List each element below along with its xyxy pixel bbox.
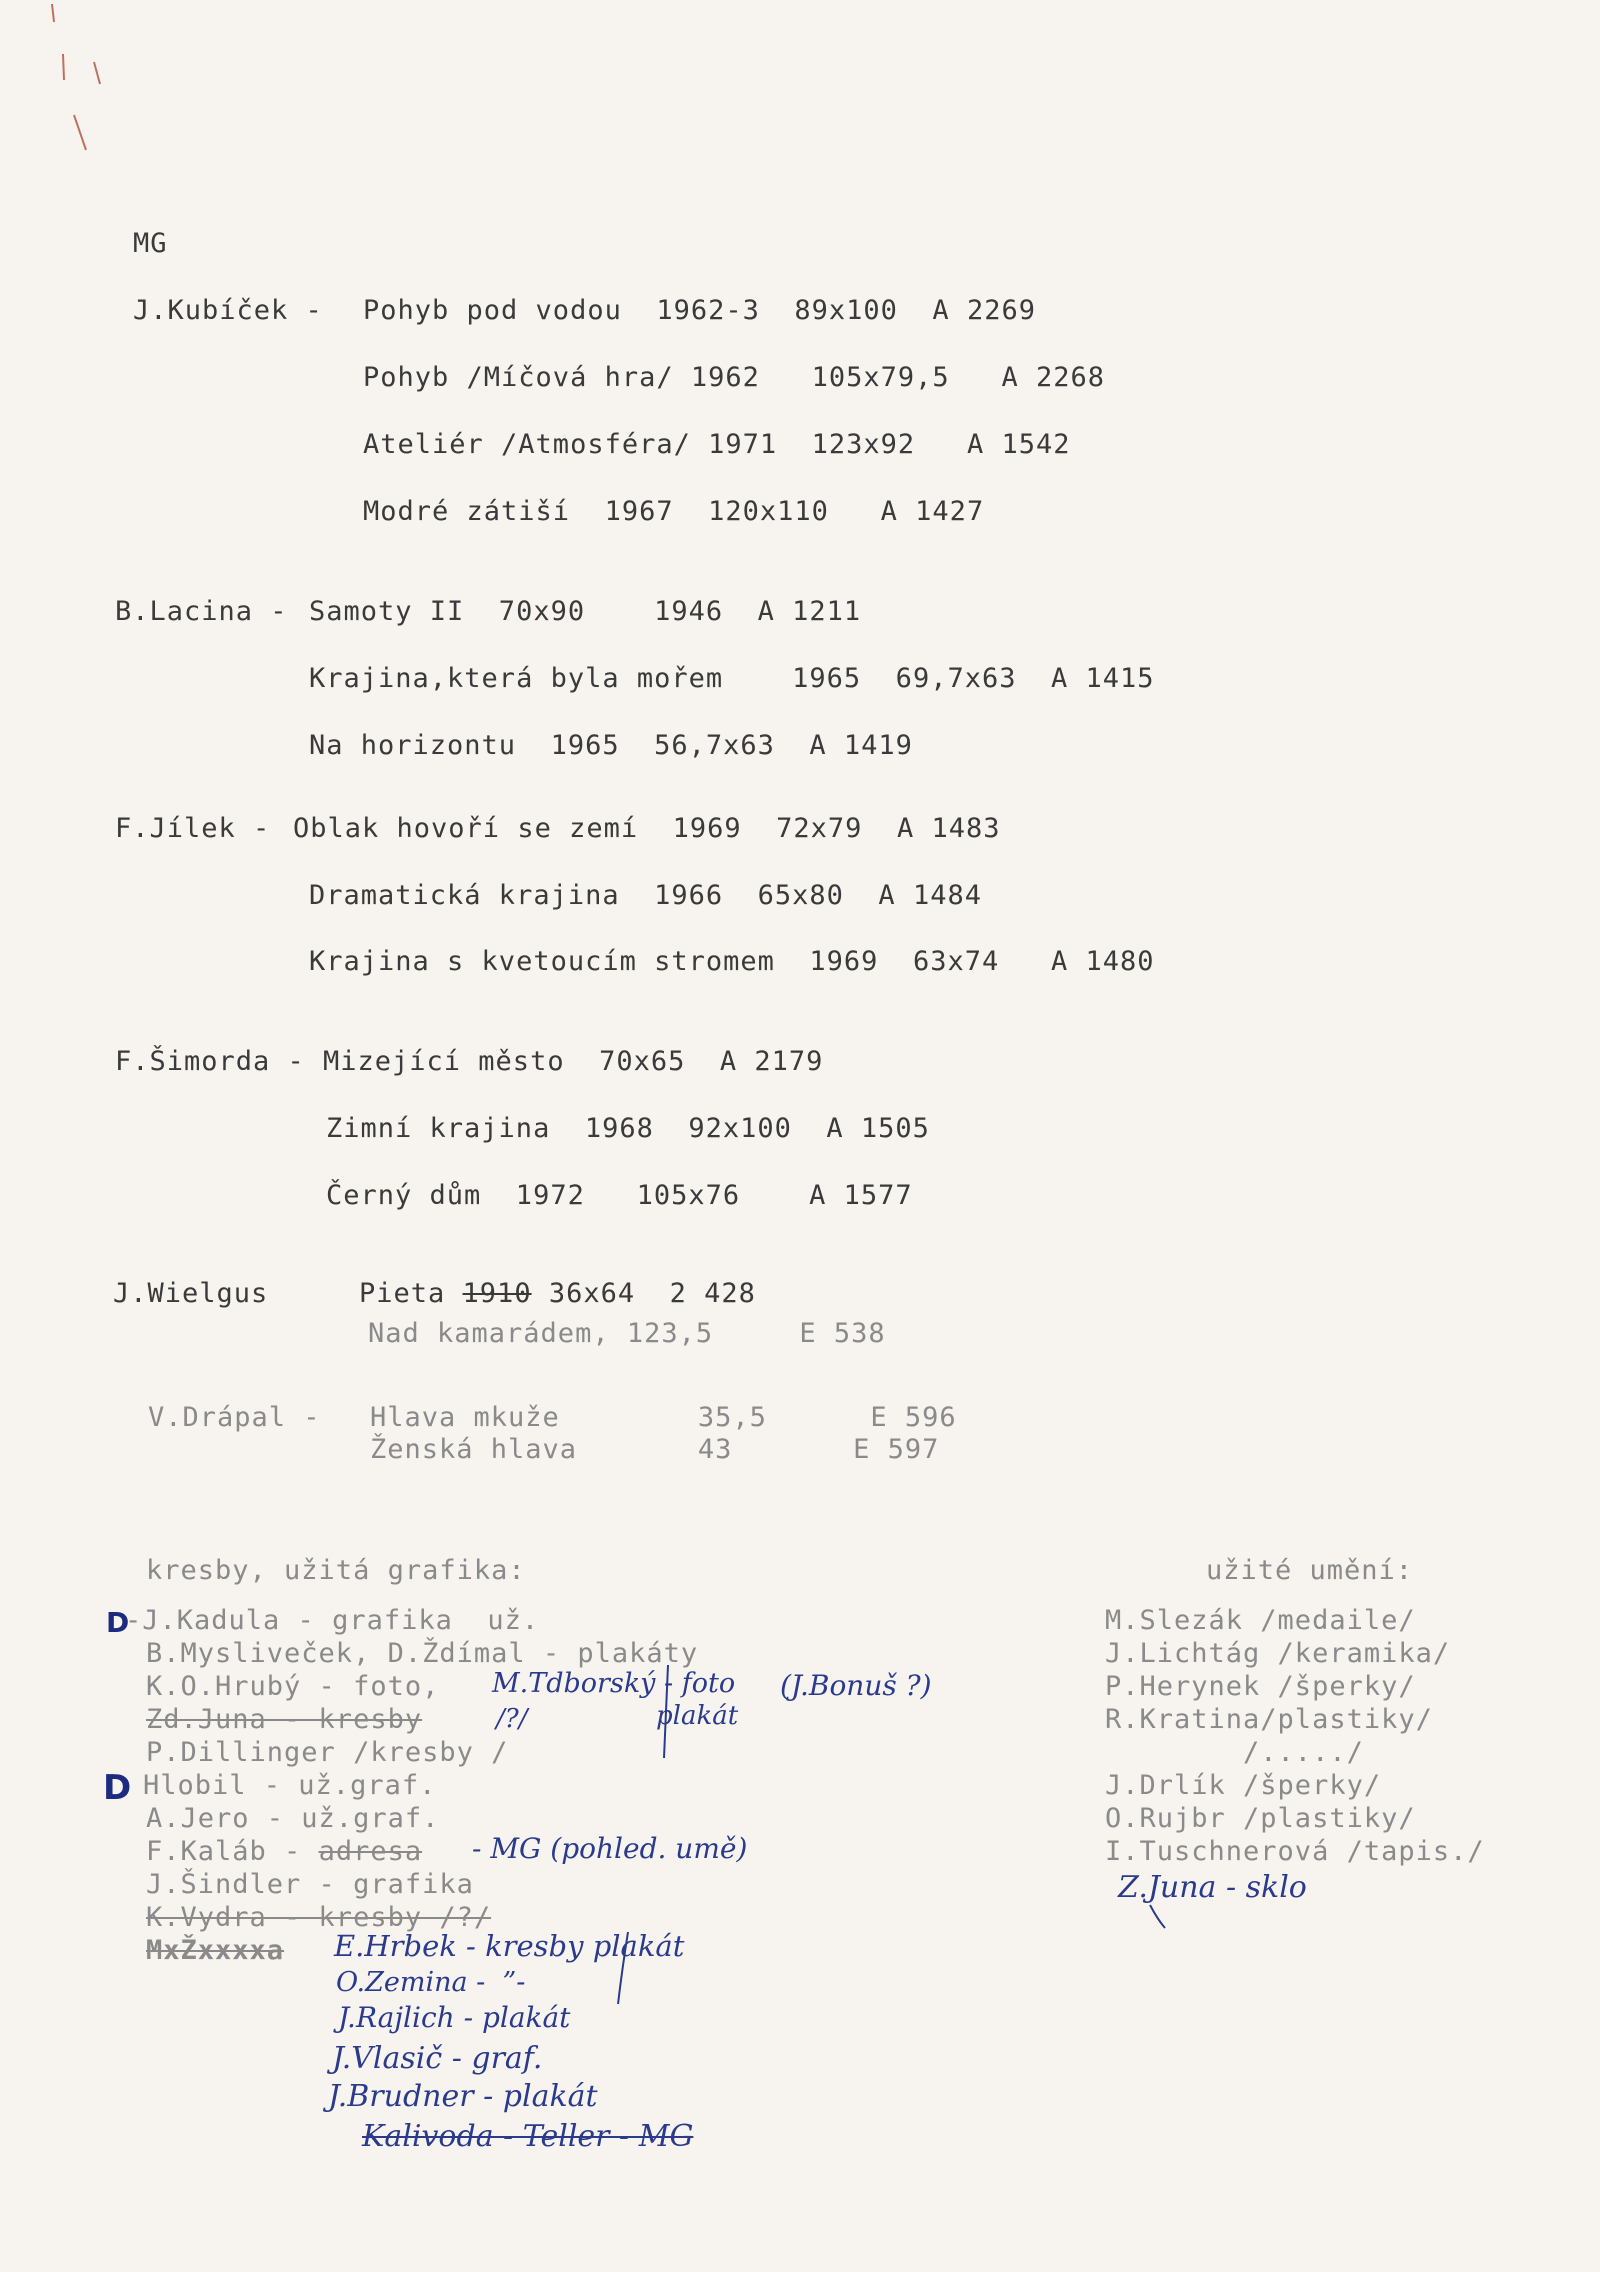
work-lacina-1: Samoty II 70x90 1946 A 1211 <box>309 596 862 627</box>
drawings-heading: kresby, užitá grafika: <box>146 1555 526 1586</box>
handwritten-zemina: O.Zemina - ”- <box>336 1967 526 1998</box>
drawing-item-vydra: K.Vydra - kresby /?/ <box>146 1902 492 1933</box>
drawing-item-kadula: -J.Kadula - grafika už. <box>125 1605 540 1636</box>
drawing-item-struck: MxŽxxxxa <box>146 1935 285 1966</box>
handwritten-hrbek: E.Hrbek - kresby plakát <box>334 1929 685 1963</box>
applied-heading: užité umění: <box>1206 1555 1414 1586</box>
work-jilek-1: Oblak hovoří se zemí 1969 72x79 A 1483 <box>293 813 1001 844</box>
work-simorda-2: Zimní krajina 1968 92x100 A 1505 <box>326 1113 930 1144</box>
work-drapal-2: Ženská hlava 43 E 597 <box>370 1434 940 1465</box>
work-wielgus-details: 36x64 2 428 <box>531 1278 756 1309</box>
applied-item-drlik: J.Drlík /šperky/ <box>1105 1770 1382 1801</box>
artist-drapal: V.Drápal - <box>148 1402 321 1433</box>
work-kubicek-4: Modré zátiší 1967 120x110 A 1427 <box>363 496 985 527</box>
document-code: MG <box>133 228 168 259</box>
applied-item-herynek: P.Herynek /šperky/ <box>1105 1671 1416 1702</box>
handwritten-tdborsky: M.Tdborský - foto <box>492 1668 736 1699</box>
applied-item-blank: /...../ <box>1105 1737 1364 1768</box>
work-simorda-3: Černý dům 1972 105x76 A 1577 <box>326 1180 913 1211</box>
struck-year: 1910 <box>462 1278 532 1309</box>
artist-kubicek: J.Kubíček - <box>133 295 323 326</box>
applied-item-tuschnerova: I.Tuschnerová /tapis./ <box>1105 1836 1485 1867</box>
drawing-item-jero: A.Jero - už.graf. <box>146 1803 440 1834</box>
mark-d-kadula: D <box>106 1606 130 1639</box>
artist-simorda: F.Šimorda - <box>115 1046 305 1077</box>
work-lacina-2: Krajina,která byla mořem 1965 69,7x63 A 1415 <box>309 663 1155 694</box>
handwritten-bonus: (J.Bonuš ?) <box>780 1669 932 1702</box>
work-wielgus-title: Pieta <box>359 1278 446 1309</box>
handwritten-juna-sklo: Z.Juna - sklo <box>1118 1870 1307 1905</box>
artist-wielgus: J.Wielgus <box>113 1278 269 1309</box>
work-simorda-1: Mizející město 70x65 A 2179 <box>323 1046 824 1077</box>
drawing-item-sindler: J.Šindler - grafika <box>146 1869 474 1900</box>
work-drapal-1: Hlava mkuže 35,5 E 596 <box>370 1402 957 1433</box>
drawing-item-dillinger: P.Dillinger /kresby / <box>146 1737 509 1768</box>
mark-d-hlobil: D <box>103 1768 132 1808</box>
drawing-item-kalab-name: F.Kaláb - <box>146 1836 319 1867</box>
handwritten-kalivoda: Kalivoda - Teller - MG <box>362 2119 694 2154</box>
handwritten-brudner: J.Brudner - plakát <box>328 2079 598 2114</box>
artist-lacina: B.Lacina - <box>115 596 288 627</box>
work-wielgus-2: Nad kamarádem, 123,5 E 538 <box>368 1318 886 1349</box>
work-lacina-3: Na horizontu 1965 56,7x63 A 1419 <box>309 730 913 761</box>
handwritten-plakat-1: plakát <box>656 1701 739 1731</box>
drawing-item-hruby: K.O.Hrubý - foto, <box>146 1671 440 1702</box>
applied-item-slezak: M.Slezák /medaile/ <box>1105 1605 1416 1636</box>
applied-item-rujbr: O.Rujbr /plastiky/ <box>1105 1803 1416 1834</box>
artist-jilek: F.Jílek - <box>115 813 271 844</box>
work-kubicek-2: Pohyb /Míčová hra/ 1962 105x79,5 A 2268 <box>363 362 1105 393</box>
drawing-item-myslivecek: B.Mysliveček, D.Ždímal - plakáty <box>146 1638 699 1669</box>
drawing-item-juna: Zd.Juna - kresby <box>146 1704 423 1735</box>
handwritten-rajlich: J.Rajlich - plakát <box>338 2001 571 2034</box>
handwritten-kalab-note: - MG (pohled. umě) <box>472 1832 748 1865</box>
handwritten-vlasic: J.Vlasič - graf. <box>332 2041 543 2076</box>
applied-item-kratina: R.Kratina/plastiky/ <box>1105 1704 1433 1735</box>
applied-item-lichtag: J.Lichtág /keramika/ <box>1105 1638 1451 1669</box>
work-kubicek-3: Ateliér /Atmosféra/ 1971 123x92 A 1542 <box>363 429 1071 460</box>
handwritten-juna-q: /?/ <box>496 1704 528 1734</box>
work-jilek-3: Krajina s kvetoucím stromem 1969 63x74 A 1480 <box>309 946 1155 977</box>
drawing-item-hlobil: Hlobil - už.graf. <box>143 1770 437 1801</box>
struck-adresa: adresa <box>318 1836 423 1867</box>
work-kubicek-1: Pohyb pod vodou 1962-3 89x100 A 2269 <box>363 295 1036 326</box>
work-jilek-2: Dramatická krajina 1966 65x80 A 1484 <box>309 880 982 911</box>
